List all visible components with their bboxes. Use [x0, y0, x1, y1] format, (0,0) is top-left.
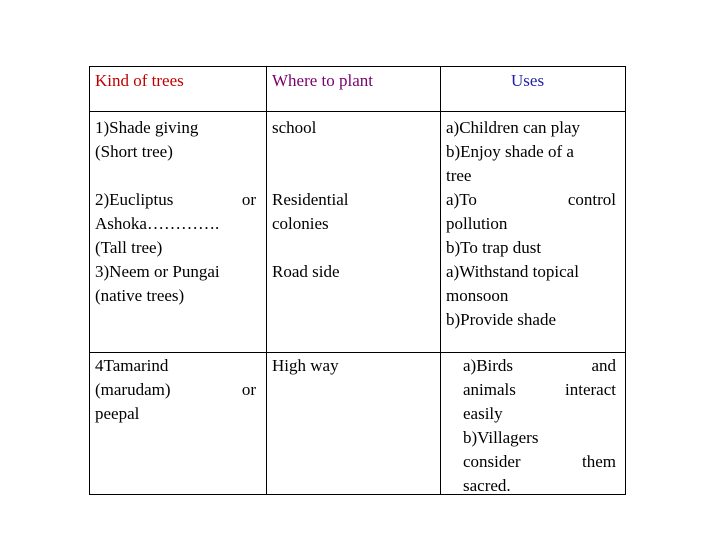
kind-text: or: [241, 380, 256, 399]
uses-cell-4: [463, 354, 616, 498]
where-school: school: [272, 118, 317, 137]
uses-line: [463, 354, 616, 378]
where-road-side: Road side: [272, 262, 340, 281]
uses-text: b)Provide shade: [446, 310, 557, 329]
uses-text: pollution: [446, 214, 508, 233]
uses-text: animals: [463, 380, 516, 399]
uses-text: a)To: [446, 190, 477, 209]
uses-text: them: [582, 452, 616, 471]
uses-text: monsoon: [446, 286, 509, 305]
uses-text: a)Withstand topical: [446, 262, 579, 281]
uses-text: consider: [463, 452, 521, 471]
trees-table: [89, 66, 626, 495]
uses-cell-1: [446, 116, 616, 332]
kind-text: 2)Eucliptus: [95, 190, 174, 209]
uses-text: tree: [446, 166, 472, 185]
uses-text: b)Enjoy shade of a: [446, 142, 574, 161]
kind-text: or: [241, 190, 256, 209]
kind-cell-2: [95, 188, 256, 308]
uses-text: easily: [463, 404, 503, 423]
kind-text: (marudam): [95, 380, 171, 399]
kind-cell-4: [95, 354, 256, 426]
uses-text: sacred.: [463, 476, 511, 495]
row-divider: [90, 352, 625, 353]
uses-text: b)To trap dust: [446, 238, 542, 257]
uses-line: [463, 450, 616, 474]
column-divider: [266, 67, 267, 494]
where-text: colonies: [272, 214, 329, 233]
kind-cell-1: [95, 116, 260, 164]
where-residential: [272, 188, 348, 236]
where-text: Residential: [272, 190, 349, 209]
uses-text: a)Children can play: [446, 118, 581, 137]
kind-text: peepal: [95, 404, 140, 423]
uses-text: control: [567, 190, 616, 209]
kind-text: 4Tamarind: [95, 356, 169, 375]
uses-line: [463, 378, 616, 402]
kind-line: [95, 188, 256, 212]
kind-text: (Short tree): [95, 142, 173, 161]
kind-text: (Tall tree): [95, 238, 163, 257]
kind-text: 1)Shade giving: [95, 118, 199, 137]
kind-text: (native trees): [95, 286, 185, 305]
uses-line: [446, 188, 616, 212]
kind-text: Ashoka………….: [95, 214, 220, 233]
header-where-to-plant: Where to plant: [272, 71, 374, 90]
header-divider: [90, 111, 625, 112]
uses-text: and: [591, 356, 616, 375]
uses-text: interact: [565, 380, 616, 399]
uses-text: a)Birds: [463, 356, 514, 375]
uses-text: b)Villagers: [463, 428, 539, 447]
kind-text: 3)Neem or Pungai: [95, 262, 220, 281]
header-uses: Uses: [511, 71, 545, 90]
where-high-way: High way: [272, 356, 339, 375]
column-divider: [440, 67, 441, 494]
kind-line: [95, 378, 256, 402]
header-kind-of-trees: Kind of trees: [95, 71, 184, 90]
uses-line: [446, 140, 616, 164]
